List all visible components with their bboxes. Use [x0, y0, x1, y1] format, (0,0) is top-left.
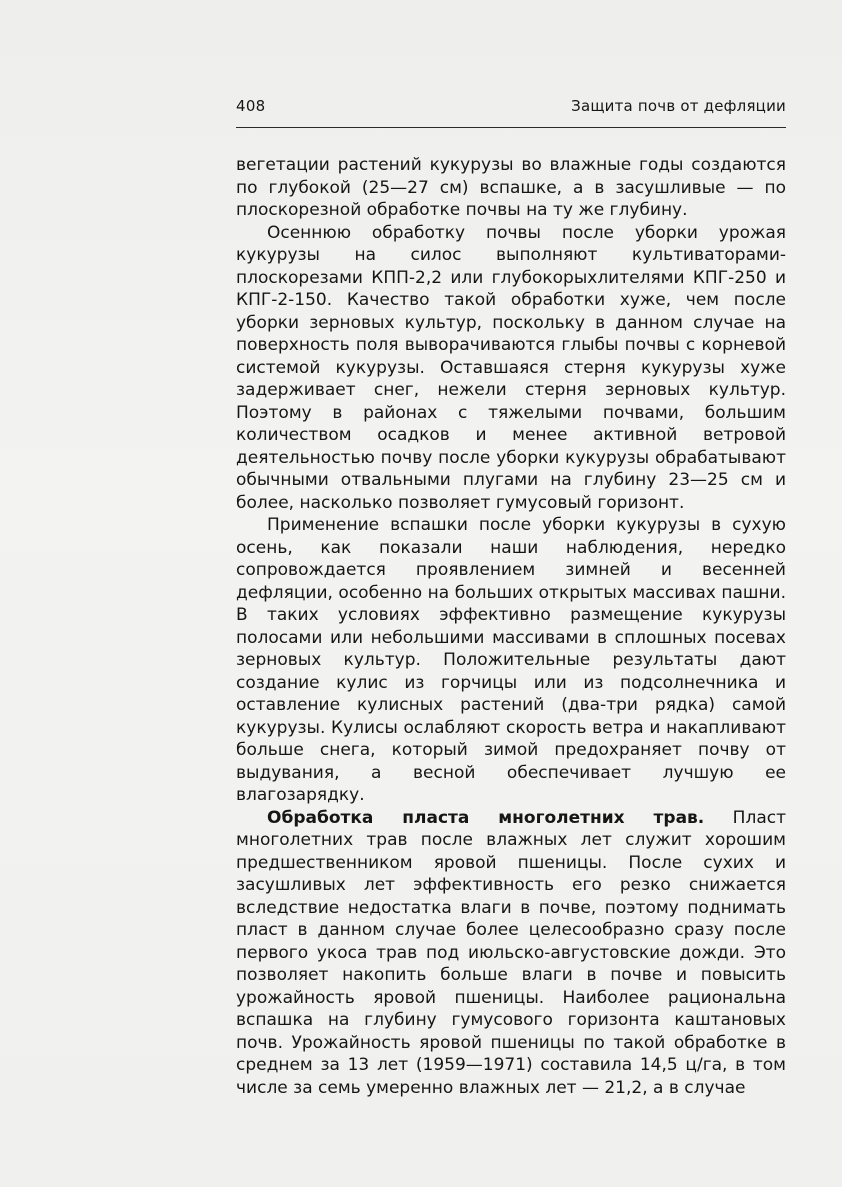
run-in-heading: Обработка пласта многолетних трав.	[267, 807, 705, 828]
paragraph-continuation: вегетации растений кукурузы во влажные годы создаются по глубокой (25—27 см) вспашке, а в засушливые — по плоскорезной обработке почвы на ту же глубину.	[236, 155, 786, 220]
paragraph-perennial-grass-sod	[236, 807, 786, 1100]
page-number: 408	[236, 97, 266, 115]
paragraph-autumn-tillage: Осеннюю обработку почвы после уборки урожая кукурузы на силос выполняют культиваторами-плоскорезами КПП-2,2 или глубокорыхлителями КПГ-250 и КПГ-2-150. Качество такой обработки хуже, чем после уборки зерновых культур, поскольку в данном случае на поверхность поля выворачиваются глыбы почвы с корневой системой кукурузы. Оставшаяся стерня кукурузы хуже задерживает снег, нежели стерня зерновых культур. Поэтому в районах с тяжелыми почвами, большим количеством осадков и менее активной ветровой деятельностью почву после уборки кукурузы обрабатывают обычными отвальными плугами на глубину 23—25 см и более, насколько позволяет гумусовый горизонт.	[236, 222, 786, 513]
paragraph-text: Пласт многолетних трав после влажных лет служит хорошим предшественником яровой пшеницы. После сухих и засушливых лет эффективность его резко снижается вследствие недостатка влаги в почве, поэтому поднимать пласт в данном случае более целесообразно сразу после первого укоса трав под июльско-августовские дожди. Это позволяет накопить больше влаги в почве и повысить урожайность яровой пшеницы. Наиболее рациональна вспашка на глубину гумусового горизонта каштановых почв. Урожайность яровой пшеницы по такой обработке в среднем за 13 лет (1959—1971) составила 14,5 ц/га, в том числе за семь умеренно влажных лет — 21,2, а в случае	[236, 807, 786, 1098]
body-text	[236, 154, 786, 1099]
page-header	[236, 97, 786, 121]
header-rule	[236, 127, 786, 128]
paragraph-ploughing-dry-autumn: Применение вспашки после уборки кукурузы в сухую осень, как показали наши наблюдения, нередко сопровождается проявлением зимней и весенней дефляции, особенно на больших открытых массивах пашни. В таких условиях эффективно размещение кукурузы полосами или небольшими массивами в сплошных посевах зерновых культур. Положительные результаты дают создание кулис из горчицы или из подсолнечника и оставление кулисных растений (два-три рядка) самой кукурузы. Кулисы ослабляют скорость ветра и накапливают больше снега, который зимой предохраняет почву от выдувания, а весной обеспечивает лучшую ее влагозарядку.	[236, 515, 786, 805]
running-title: Защита почв от дефляции	[571, 97, 786, 115]
